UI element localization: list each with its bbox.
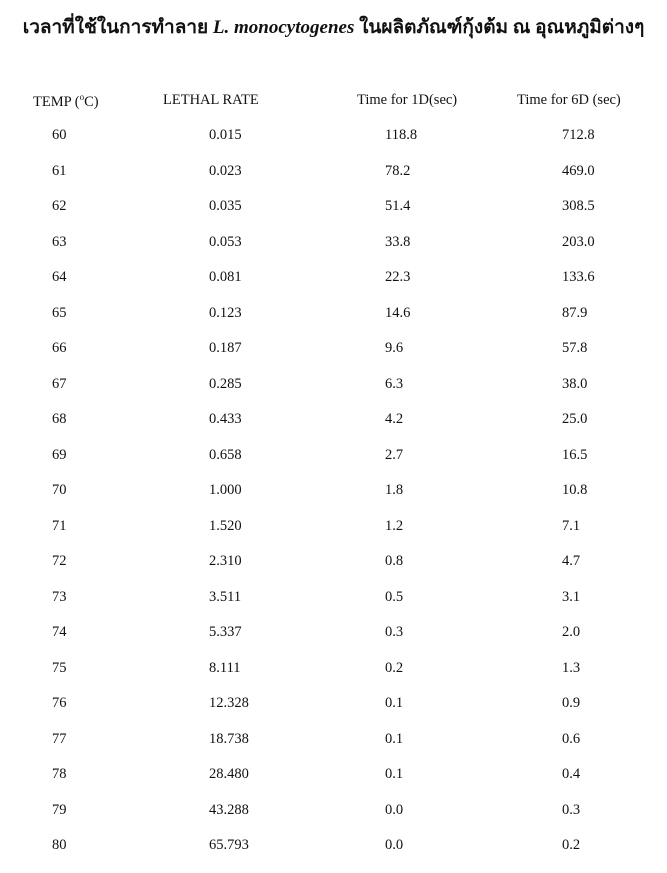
header-time-1d: Time for 1D(sec) [357,92,458,108]
cell-time-6d: 1.3 [562,659,581,676]
table-row [0,514,667,550]
cell-temp: 76 [52,695,67,711]
cell-lethal-rate: 43.288 [209,801,249,818]
cell-time-6d: 0.2 [562,837,581,853]
table-row [0,372,667,408]
header-temp [33,92,99,111]
cell-time-1d: 51.4 [385,198,411,214]
cell-time-6d: 203.0 [562,233,595,250]
cell-time-1d: 0.1 [385,730,404,747]
cell-time-1d: 6.3 [385,375,404,392]
header-lethal-rate: LETHAL RATE [163,92,259,108]
table-row [0,123,667,159]
table-row [0,336,667,372]
table-row [0,656,667,692]
cell-time-6d: 0.6 [562,730,581,747]
table-row [0,265,667,301]
header-temp-pre: TEMP ( [33,94,80,110]
cell-lethal-rate: 0.658 [209,446,242,463]
title-suffix: ในผลิตภัณฑ์กุ้งต้ม ณ อุณหภูมิต่างๆ [354,17,645,38]
cell-temp: 75 [52,659,67,676]
cell-time-6d: 133.6 [562,269,595,285]
table-row [0,762,667,798]
cell-time-6d: 57.8 [562,340,588,356]
cell-time-1d: 0.0 [385,801,404,818]
table-row [0,549,667,585]
cell-time-6d: 3.1 [562,588,581,605]
cell-time-1d: 118.8 [385,127,418,143]
table-row [0,691,667,727]
cell-lethal-rate: 12.328 [209,695,249,711]
cell-time-1d: 0.1 [385,766,404,782]
table-row [0,301,667,337]
table-row [0,443,667,479]
cell-lethal-rate: 3.511 [209,588,242,605]
cell-lethal-rate: 18.738 [209,730,249,747]
cell-time-1d: 0.3 [385,624,404,640]
table-row [0,727,667,763]
cell-lethal-rate: 0.035 [209,198,242,214]
page-title [0,12,667,42]
table-row [0,194,667,230]
cell-time-1d: 4.2 [385,411,404,427]
table-row [0,159,667,195]
data-table [0,123,667,869]
cell-time-1d: 0.2 [385,659,404,676]
cell-lethal-rate: 0.187 [209,340,242,356]
cell-temp: 62 [52,198,67,214]
cell-time-6d: 469.0 [562,162,595,179]
cell-temp: 61 [52,162,67,179]
cell-temp: 70 [52,482,67,498]
cell-time-6d: 0.9 [562,695,581,711]
header-time-6d: Time for 6D (sec) [517,92,621,108]
cell-temp: 66 [52,340,67,356]
cell-temp: 65 [52,304,67,321]
cell-temp: 63 [52,233,67,250]
cell-time-1d: 22.3 [385,269,411,285]
cell-lethal-rate: 1.520 [209,517,242,534]
cell-temp: 71 [52,517,67,534]
cell-temp: 64 [52,269,67,285]
cell-time-1d: 2.7 [385,446,404,463]
cell-time-1d: 14.6 [385,304,411,321]
cell-time-6d: 0.3 [562,801,581,818]
cell-lethal-rate: 0.053 [209,233,242,250]
cell-time-1d: 0.5 [385,588,404,605]
title-prefix: เวลาที่ใช้ในการทำลาย [22,17,213,38]
cell-time-1d: 33.8 [385,233,411,250]
cell-temp: 68 [52,411,67,427]
cell-temp: 67 [52,375,67,392]
cell-lethal-rate: 1.000 [209,482,242,498]
cell-lethal-rate: 2.310 [209,553,242,569]
cell-time-6d: 2.0 [562,624,581,640]
cell-temp: 77 [52,730,67,747]
cell-temp: 69 [52,446,67,463]
cell-time-6d: 25.0 [562,411,588,427]
cell-lethal-rate: 0.285 [209,375,242,392]
table-row [0,620,667,656]
table-row [0,798,667,834]
cell-temp: 80 [52,837,67,853]
cell-time-6d: 16.5 [562,446,588,463]
header-temp-post: C) [84,94,99,110]
cell-time-1d: 9.6 [385,340,404,356]
cell-lethal-rate: 0.433 [209,411,242,427]
degree-mark: o [79,92,85,102]
title-organism: L. monocytogenes [212,17,355,38]
cell-temp: 60 [52,127,67,143]
cell-time-1d: 0.1 [385,695,404,711]
table-row [0,585,667,621]
cell-temp: 72 [52,553,67,569]
cell-temp: 73 [52,588,67,605]
cell-lethal-rate: 28.480 [209,766,249,782]
cell-time-1d: 0.8 [385,553,404,569]
cell-time-1d: 1.2 [385,517,404,534]
cell-lethal-rate: 0.023 [209,162,242,179]
cell-temp: 78 [52,766,67,782]
cell-time-6d: 0.4 [562,766,581,782]
table-row [0,833,667,869]
cell-time-6d: 10.8 [562,482,588,498]
cell-lethal-rate: 0.015 [209,127,242,143]
cell-lethal-rate: 8.111 [209,659,241,676]
cell-lethal-rate: 65.793 [209,837,249,853]
cell-time-6d: 38.0 [562,375,588,392]
cell-time-6d: 4.7 [562,553,581,569]
cell-lethal-rate: 5.337 [209,624,242,640]
cell-time-1d: 0.0 [385,837,404,853]
cell-lethal-rate: 0.081 [209,269,242,285]
cell-temp: 79 [52,801,67,818]
cell-time-1d: 1.8 [385,482,404,498]
table-row [0,230,667,266]
cell-lethal-rate: 0.123 [209,304,242,321]
cell-time-1d: 78.2 [385,162,411,179]
cell-time-6d: 7.1 [562,517,581,534]
table-row [0,478,667,514]
table-row [0,407,667,443]
cell-time-6d: 87.9 [562,304,588,321]
cell-time-6d: 308.5 [562,198,595,214]
cell-time-6d: 712.8 [562,127,595,143]
cell-temp: 74 [52,624,67,640]
